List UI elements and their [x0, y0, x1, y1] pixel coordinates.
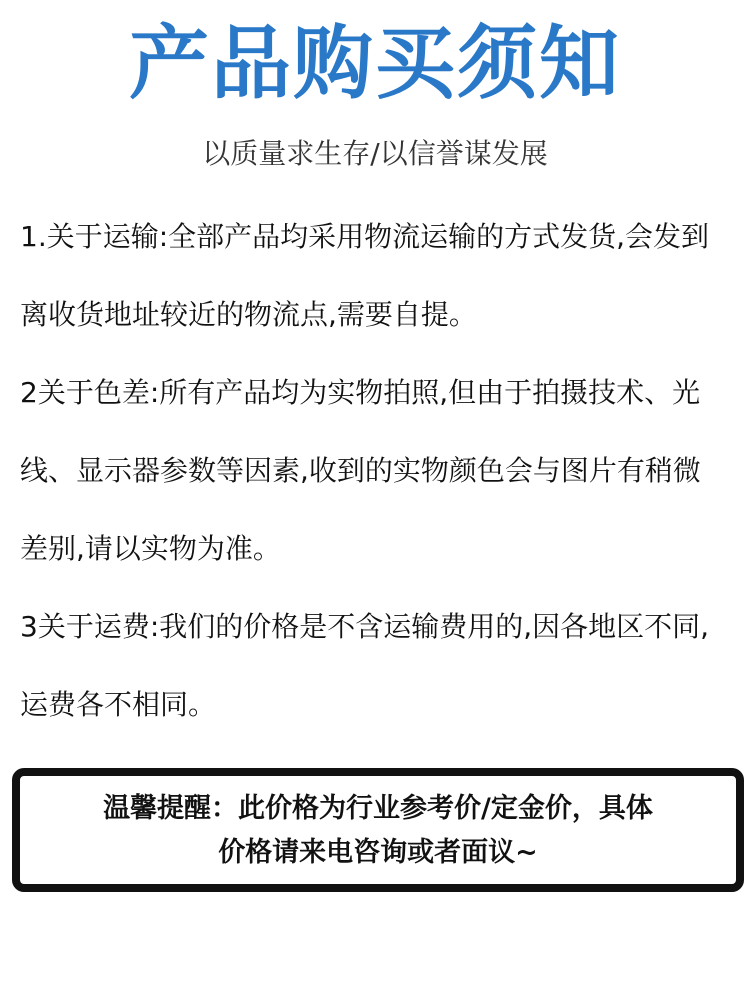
color-diff-text-line-3: 差别,请以实物为准。 — [20, 532, 281, 565]
freight-text-line-1: 3关于运费:我们的价格是不含运输费用的,因各地区不同, — [20, 610, 710, 643]
freight-text-line-2: 运费各不相同。 — [20, 688, 217, 721]
shipping-text-line-1: 1.关于运输:全部产品均采用物流运输的方式发货,会发到 — [20, 220, 710, 253]
notice-line-2: 价格请来电咨询或者面议~ — [218, 837, 538, 868]
page-title: 产品购买须知 — [129, 17, 621, 110]
notice-box — [12, 768, 744, 892]
shipping-text-line-2: 离收货地址较近的物流点,需要自提。 — [20, 298, 477, 331]
color-diff-text-line-1: 2关于色差:所有产品均为实物拍照,但由于拍摄技术、光 — [20, 376, 701, 409]
page-subtitle: 以质量求生存/以信誉谋发展 — [202, 137, 548, 170]
notice-line-1: 温馨提醒：此价格为行业参考价/定金价，具体 — [103, 793, 653, 824]
color-diff-text-line-2: 线、显示器参数等因素,收到的实物颜色会与图片有稍微 — [20, 454, 701, 487]
